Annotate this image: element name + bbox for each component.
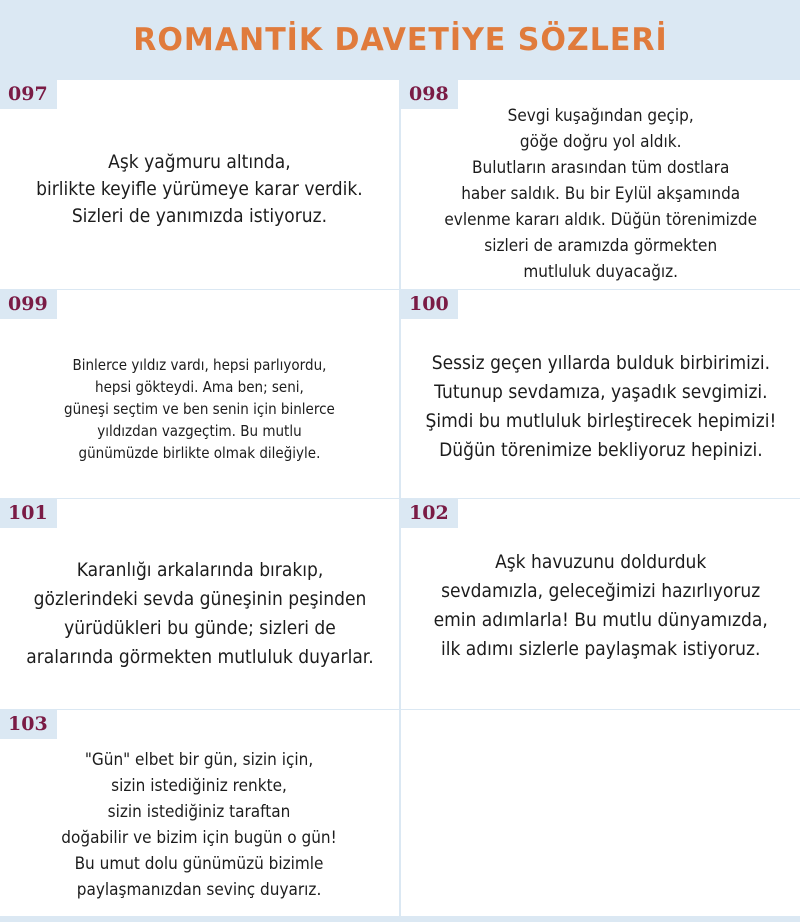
quote-number: 099 [0,290,57,319]
quote-number: 100 [401,290,458,319]
quote-number: 103 [0,710,57,739]
quote-number: 097 [0,80,57,109]
quote-card-098 [401,80,800,289]
quote-card-097 [0,80,399,289]
quote-number: 102 [401,499,458,528]
quote-card-101 [0,499,399,709]
quote-text: "Gün" elbet bir gün, sizin için, sizin istediğiniz renkte, sizin istediğiniz taraftan doğabilir ve bizim için bugün o gün! Bu umut dolu günümüzü bizimle paylaşmanızdan sevinç duyarız. [61,750,338,900]
quote-text: Aşk yağmuru altında, birlikte keyifle yürümeye karar verdik. Sizleri de yanımızda istiyoruz. [36,151,363,227]
quote-text: Binlerce yıldız vardı, hepsi parlıyordu, hepsi gökteydi. Ama ben; seni, güneşi seçtim ve ben senin için binlerce yıldızdan vazgeçtim. Bu mutlu günümüzde birlikte olmak dileğiyle. [64,356,335,462]
quote-card-102 [401,499,800,709]
quote-text: Aşk havuzunu doldurduk sevdamızla, geleceğimizi hazırlıyoruz emin adımlarla! Bu mutlu dünyamızda, ilk adımı sizlerle paylaşmak istiyoruz. [433,551,768,660]
page-title: ROMANTİK DAVETİYE SÖZLERİ [132,22,668,58]
quote-number: 098 [401,80,458,109]
quote-card-099 [0,290,399,498]
quote-card-100 [401,290,800,498]
quotes-grid [0,80,800,916]
quote-text: Sessiz geçen yıllarda bulduk birbirimizi. Tutunup sevdamıza, yaşadık sevgimizi. Şimdi bu mutluluk birleştirecek hepimizi! Düğün törenimize bekliyoruz hepinizi. [425,352,776,461]
empty-card [401,710,800,916]
quote-text: Karanlığı arkalarında bırakıp, gözlerindeki sevda güneşinin peşinden yürüdükleri bu günde; sizleri de aralarında görmekten mutluluk duyarlar. [25,559,374,668]
quote-text: Sevgi kuşağından geçip, göğe doğru yol aldık. Bulutların arasından tüm dostlara haber saldık. Bu bir Eylül akşamında evlenme kararı aldık. Düğün törenimizde sizleri de aramızda görmekten mutluluk duyacağız. [444,105,757,282]
quote-number: 101 [0,499,57,528]
header [0,0,800,80]
quote-card-103 [0,710,399,916]
